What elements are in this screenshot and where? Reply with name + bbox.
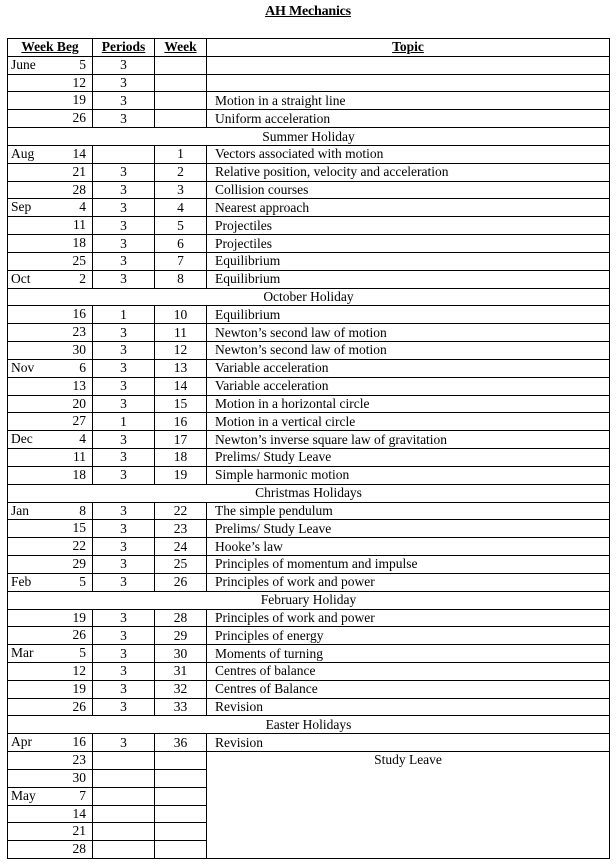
week-cell: 17	[155, 431, 207, 449]
topic-cell: Equilibrium	[207, 306, 610, 324]
week-cell	[155, 752, 207, 770]
day-number: 26	[72, 627, 86, 643]
week-cell: 23	[155, 520, 207, 538]
topic-cell: Revision	[207, 734, 610, 752]
topic-cell: Motion in a horizontal circle	[207, 395, 610, 413]
periods-cell: 3	[93, 573, 155, 591]
month-label: May	[11, 787, 36, 803]
week-beg-cell	[8, 252, 93, 270]
holiday-label: February Holiday	[8, 591, 610, 609]
day-number: 19	[72, 609, 86, 625]
week-cell	[155, 787, 207, 805]
week-beg-cell	[8, 181, 93, 199]
table-row	[8, 395, 610, 413]
table-row	[8, 163, 610, 181]
header-topic: Topic	[207, 39, 610, 57]
week-beg-cell	[8, 395, 93, 413]
topic-cell: Uniform acceleration	[207, 110, 610, 128]
week-cell: 4	[155, 199, 207, 217]
periods-cell	[93, 787, 155, 805]
week-beg-cell	[8, 538, 93, 556]
week-beg-cell	[8, 56, 93, 74]
holiday-row	[8, 128, 610, 146]
month-label: Dec	[11, 431, 33, 447]
week-beg-cell	[8, 431, 93, 449]
header-week: Week	[155, 39, 207, 57]
holiday-row	[8, 591, 610, 609]
day-number: 22	[72, 538, 86, 554]
periods-cell: 1	[93, 413, 155, 431]
topic-cell: Prelims/ Study Leave	[207, 520, 610, 538]
week-beg-cell	[8, 698, 93, 716]
day-number: 19	[72, 680, 86, 696]
month-label: Mar	[11, 645, 34, 661]
day-number: 16	[72, 306, 86, 322]
week-beg-cell	[8, 324, 93, 342]
month-label: Sep	[11, 199, 32, 215]
month-label: June	[11, 56, 36, 72]
periods-cell: 3	[93, 734, 155, 752]
holiday-label: Christmas Holidays	[8, 484, 610, 502]
week-cell	[155, 841, 207, 859]
topic-cell: Projectiles	[207, 235, 610, 253]
periods-cell: 3	[93, 342, 155, 360]
topic-cell: Moments of turning	[207, 645, 610, 663]
schedule-body	[8, 56, 610, 858]
week-cell: 26	[155, 573, 207, 591]
week-cell: 32	[155, 680, 207, 698]
day-number: 27	[72, 413, 86, 429]
topic-cell: Relative position, velocity and acceleration	[207, 163, 610, 181]
day-number: 26	[72, 698, 86, 714]
week-beg-cell	[8, 270, 93, 288]
week-cell	[155, 805, 207, 823]
day-number: 4	[79, 431, 86, 447]
topic-cell: Prelims/ Study Leave	[207, 449, 610, 467]
week-beg-cell	[8, 502, 93, 520]
holiday-row	[8, 716, 610, 734]
topic-cell: Principles of work and power	[207, 573, 610, 591]
week-cell: 10	[155, 306, 207, 324]
header-periods: Periods	[93, 39, 155, 57]
topic-cell: Hooke’s law	[207, 538, 610, 556]
periods-cell	[93, 841, 155, 859]
header-row	[8, 39, 610, 57]
table-row	[8, 645, 610, 663]
week-beg-cell	[8, 556, 93, 574]
week-beg-cell	[8, 680, 93, 698]
study-leave-cell: Study Leave	[207, 752, 610, 859]
document-title: AH Mechanics	[265, 4, 351, 19]
table-row	[8, 502, 610, 520]
periods-cell: 3	[93, 627, 155, 645]
day-number: 11	[73, 217, 86, 233]
periods-cell: 3	[93, 645, 155, 663]
periods-cell: 3	[93, 520, 155, 538]
day-number: 28	[72, 181, 86, 197]
table-row	[8, 235, 610, 253]
topic-cell: Nearest approach	[207, 199, 610, 217]
week-cell: 16	[155, 413, 207, 431]
day-number: 29	[72, 556, 86, 572]
day-number: 12	[72, 74, 86, 90]
day-number: 20	[72, 395, 86, 411]
periods-cell: 3	[93, 377, 155, 395]
header-week-beg: Week Beg	[8, 39, 93, 57]
periods-cell: 3	[93, 217, 155, 235]
table-row	[8, 145, 610, 163]
table-row	[8, 199, 610, 217]
table-row	[8, 270, 610, 288]
week-cell: 15	[155, 395, 207, 413]
periods-cell: 3	[93, 502, 155, 520]
table-row	[8, 252, 610, 270]
week-beg-cell	[8, 377, 93, 395]
day-number: 23	[72, 324, 86, 340]
periods-cell: 3	[93, 662, 155, 680]
day-number: 2	[79, 270, 86, 286]
week-beg-cell	[8, 449, 93, 467]
schedule-table	[7, 38, 610, 859]
week-beg-cell	[8, 199, 93, 217]
table-row	[8, 56, 610, 74]
periods-cell	[93, 769, 155, 787]
week-beg-cell	[8, 645, 93, 663]
table-row	[8, 609, 610, 627]
topic-cell: Motion in a vertical circle	[207, 413, 610, 431]
holiday-label: October Holiday	[8, 288, 610, 306]
week-beg-cell	[8, 163, 93, 181]
topic-cell	[207, 56, 610, 74]
topic-cell: Equilibrium	[207, 252, 610, 270]
holiday-label: Summer Holiday	[8, 128, 610, 146]
day-number: 25	[72, 252, 86, 268]
week-cell: 30	[155, 645, 207, 663]
periods-cell: 1	[93, 306, 155, 324]
day-number: 4	[79, 199, 86, 215]
periods-cell	[93, 752, 155, 770]
week-cell: 12	[155, 342, 207, 360]
periods-cell: 3	[93, 324, 155, 342]
topic-cell: Simple harmonic motion	[207, 466, 610, 484]
periods-cell: 3	[93, 538, 155, 556]
periods-cell	[93, 145, 155, 163]
week-cell	[155, 823, 207, 841]
week-cell: 7	[155, 252, 207, 270]
month-label: Oct	[11, 270, 31, 286]
week-cell: 18	[155, 449, 207, 467]
periods-cell: 3	[93, 74, 155, 92]
table-row	[8, 466, 610, 484]
periods-cell: 3	[93, 556, 155, 574]
week-cell	[155, 769, 207, 787]
periods-cell: 3	[93, 92, 155, 110]
week-cell: 5	[155, 217, 207, 235]
topic-cell: Centres of balance	[207, 662, 610, 680]
table-row	[8, 680, 610, 698]
month-label: Aug	[11, 145, 35, 161]
periods-cell: 3	[93, 609, 155, 627]
table-row	[8, 752, 610, 770]
week-cell: 2	[155, 163, 207, 181]
week-cell: 14	[155, 377, 207, 395]
week-cell: 22	[155, 502, 207, 520]
week-cell: 31	[155, 662, 207, 680]
week-beg-cell	[8, 235, 93, 253]
periods-cell: 3	[93, 466, 155, 484]
day-number: 15	[72, 520, 86, 536]
table-row	[8, 306, 610, 324]
week-cell: 33	[155, 698, 207, 716]
table-row	[8, 734, 610, 752]
periods-cell	[93, 805, 155, 823]
week-cell: 6	[155, 235, 207, 253]
week-beg-cell	[8, 573, 93, 591]
topic-cell: Newton’s second law of motion	[207, 342, 610, 360]
week-beg-cell	[8, 520, 93, 538]
week-beg-cell	[8, 841, 93, 859]
periods-cell: 3	[93, 698, 155, 716]
week-beg-cell	[8, 74, 93, 92]
topic-cell: Vectors associated with motion	[207, 145, 610, 163]
holiday-row	[8, 288, 610, 306]
day-number: 5	[79, 573, 86, 589]
table-row	[8, 342, 610, 360]
table-row	[8, 698, 610, 716]
periods-cell: 3	[93, 431, 155, 449]
week-cell: 28	[155, 609, 207, 627]
day-number: 14	[72, 805, 86, 821]
table-row	[8, 449, 610, 467]
topic-cell: Motion in a straight line	[207, 92, 610, 110]
periods-cell	[93, 823, 155, 841]
week-cell: 13	[155, 359, 207, 377]
holiday-label: Easter Holidays	[8, 716, 610, 734]
month-label: Apr	[11, 734, 32, 750]
week-beg-cell	[8, 805, 93, 823]
day-number: 21	[72, 163, 86, 179]
table-row	[8, 627, 610, 645]
table-row	[8, 431, 610, 449]
table-row	[8, 74, 610, 92]
periods-cell: 3	[93, 395, 155, 413]
topic-cell: Newton’s inverse square law of gravitation	[207, 431, 610, 449]
periods-cell: 3	[93, 235, 155, 253]
week-cell: 3	[155, 181, 207, 199]
topic-cell: Projectiles	[207, 217, 610, 235]
periods-cell: 3	[93, 199, 155, 217]
table-row	[8, 181, 610, 199]
week-beg-cell	[8, 627, 93, 645]
day-number: 30	[72, 342, 86, 358]
week-cell: 8	[155, 270, 207, 288]
week-beg-cell	[8, 110, 93, 128]
topic-cell: Variable acceleration	[207, 377, 610, 395]
topic-cell: Revision	[207, 698, 610, 716]
week-beg-cell	[8, 342, 93, 360]
table-row	[8, 377, 610, 395]
week-beg-cell	[8, 787, 93, 805]
week-beg-cell	[8, 662, 93, 680]
topic-cell: Newton’s second law of motion	[207, 324, 610, 342]
day-number: 8	[79, 502, 86, 518]
week-beg-cell	[8, 609, 93, 627]
week-beg-cell	[8, 823, 93, 841]
week-cell	[155, 74, 207, 92]
week-beg-cell	[8, 734, 93, 752]
table-row	[8, 556, 610, 574]
topic-cell: Principles of work and power	[207, 609, 610, 627]
week-cell: 19	[155, 466, 207, 484]
month-label: Nov	[11, 359, 35, 375]
day-number: 12	[72, 662, 86, 678]
week-beg-cell	[8, 413, 93, 431]
periods-cell: 3	[93, 56, 155, 74]
day-number: 13	[72, 377, 86, 393]
day-number: 19	[72, 92, 86, 108]
periods-cell: 3	[93, 163, 155, 181]
week-cell	[155, 56, 207, 74]
table-row	[8, 110, 610, 128]
periods-cell: 3	[93, 181, 155, 199]
day-number: 21	[72, 823, 86, 839]
periods-cell: 3	[93, 680, 155, 698]
periods-cell: 3	[93, 359, 155, 377]
day-number: 18	[72, 466, 86, 482]
topic-cell: The simple pendulum	[207, 502, 610, 520]
topic-cell	[207, 74, 610, 92]
periods-cell: 3	[93, 110, 155, 128]
week-cell: 1	[155, 145, 207, 163]
week-beg-cell	[8, 217, 93, 235]
week-beg-cell	[8, 92, 93, 110]
day-number: 14	[72, 145, 86, 161]
week-cell: 29	[155, 627, 207, 645]
day-number: 5	[79, 645, 86, 661]
week-cell	[155, 92, 207, 110]
week-cell: 25	[155, 556, 207, 574]
topic-cell: Principles of momentum and impulse	[207, 556, 610, 574]
table-row	[8, 359, 610, 377]
day-number: 7	[79, 787, 86, 803]
week-beg-cell	[8, 306, 93, 324]
month-label: Jan	[11, 502, 29, 518]
week-beg-cell	[8, 466, 93, 484]
week-cell: 11	[155, 324, 207, 342]
table-row	[8, 662, 610, 680]
table-row	[8, 413, 610, 431]
week-beg-cell	[8, 769, 93, 787]
table-row	[8, 324, 610, 342]
table-row	[8, 520, 610, 538]
day-number: 28	[72, 841, 86, 857]
periods-cell: 3	[93, 449, 155, 467]
topic-cell: Principles of energy	[207, 627, 610, 645]
topic-cell: Centres of Balance	[207, 680, 610, 698]
day-number: 16	[72, 734, 86, 750]
holiday-row	[8, 484, 610, 502]
week-cell	[155, 110, 207, 128]
table-row	[8, 92, 610, 110]
day-number: 26	[72, 110, 86, 126]
periods-cell: 3	[93, 270, 155, 288]
week-cell: 24	[155, 538, 207, 556]
topic-cell: Equilibrium	[207, 270, 610, 288]
week-beg-cell	[8, 145, 93, 163]
day-number: 11	[73, 449, 86, 465]
topic-cell: Variable acceleration	[207, 359, 610, 377]
topic-cell: Collision courses	[207, 181, 610, 199]
table-row	[8, 538, 610, 556]
week-beg-cell	[8, 359, 93, 377]
month-label: Feb	[11, 573, 32, 589]
day-number: 18	[72, 235, 86, 251]
week-beg-cell	[8, 752, 93, 770]
table-row	[8, 217, 610, 235]
day-number: 6	[79, 359, 86, 375]
day-number: 30	[72, 769, 86, 785]
periods-cell: 3	[93, 252, 155, 270]
day-number: 23	[72, 752, 86, 768]
week-cell: 36	[155, 734, 207, 752]
table-row	[8, 573, 610, 591]
day-number: 5	[79, 56, 86, 72]
